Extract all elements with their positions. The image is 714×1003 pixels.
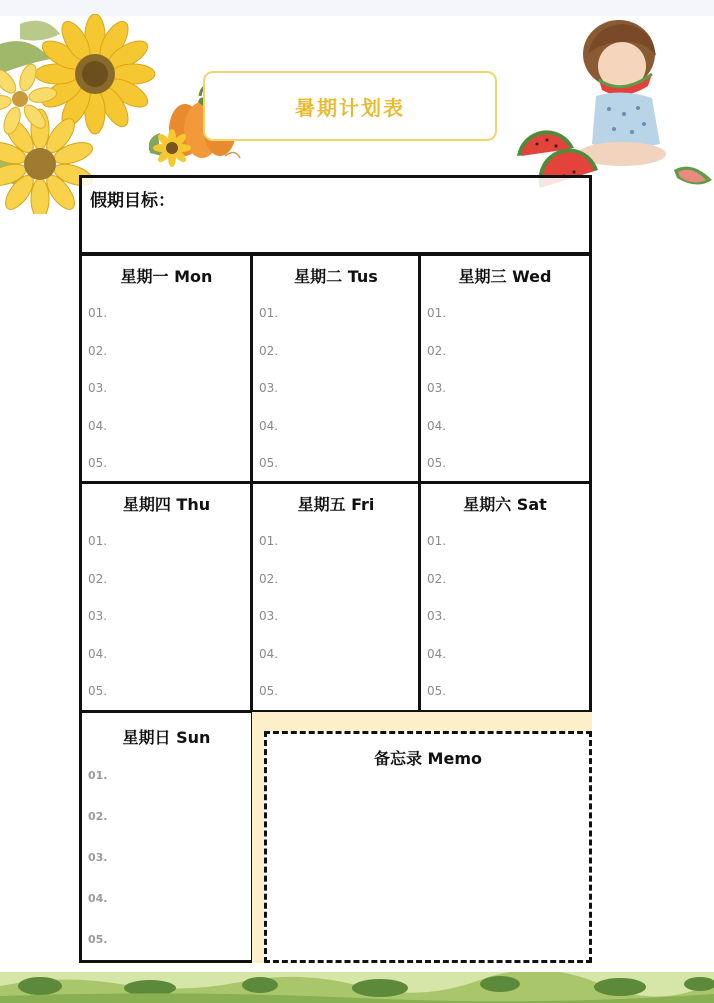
day-title: 星期日 Sun [122,728,211,747]
goal-box [79,175,592,255]
row-number: 02. [427,343,447,358]
row-number: 01. [88,306,108,320]
grass-landscape-icon [0,972,714,1003]
row-list [427,534,446,722]
row-number: 05. [259,684,279,699]
row-list [88,306,107,494]
row-number: 02. [88,571,108,586]
row-number: 04. [427,646,447,661]
row-number: 01. [88,769,108,782]
day-box-tue [250,253,422,484]
row-list [259,534,278,722]
goal-label: 假期目标： [90,191,175,211]
day-title: 星期三 Wed [458,267,552,286]
row-list [88,534,107,722]
day-title: 星期二 Tus [294,267,378,286]
row-number: 04. [88,892,108,905]
row-number: 03. [427,609,447,624]
row-number: 04. [88,418,108,433]
row-number: 05. [88,933,108,946]
row-number: 03. [88,609,108,624]
row-number: 03. [88,381,108,396]
day-title: 星期五 Fri [297,495,375,514]
day-box-mon [79,253,254,484]
row-number: 04. [259,418,279,433]
watermelon-slice-icon [672,150,714,195]
row-number: 04. [259,646,279,661]
row-number: 01. [259,534,279,548]
title-box [203,71,497,141]
day-box-fri [250,481,422,713]
row-number: 03. [427,381,447,396]
row-number: 02. [88,810,108,823]
row-number: 05. [88,456,108,471]
day-box-sun [79,710,254,963]
row-number: 02. [427,571,447,586]
row-number: 03. [259,381,279,396]
row-number: 04. [427,418,447,433]
day-box-wed [418,253,592,484]
day-box-sat [418,481,592,713]
row-number: 01. [88,534,108,548]
page-title: 暑期计划表 [295,95,405,120]
row-number: 01. [427,534,447,548]
row-list [259,306,278,494]
row-number: 01. [259,306,279,320]
row-number: 03. [88,851,108,864]
row-number: 05. [427,456,447,471]
day-box-thu [79,481,254,713]
memo-title: 备忘录 Memo [373,749,482,768]
row-number: 05. [88,684,108,699]
row-list [88,769,108,974]
row-number: 03. [259,609,279,624]
row-number: 04. [88,646,108,661]
memo-box [264,731,592,963]
row-number: 02. [259,343,279,358]
row-number: 05. [259,456,279,471]
day-title: 星期一 Mon [120,267,213,286]
row-number: 02. [88,343,108,358]
day-title: 星期六 Sat [463,495,547,514]
row-list [427,306,446,494]
row-number: 01. [427,306,447,320]
row-number: 02. [259,571,279,586]
row-number: 05. [427,684,447,699]
day-title: 星期四 Thu [122,495,211,514]
